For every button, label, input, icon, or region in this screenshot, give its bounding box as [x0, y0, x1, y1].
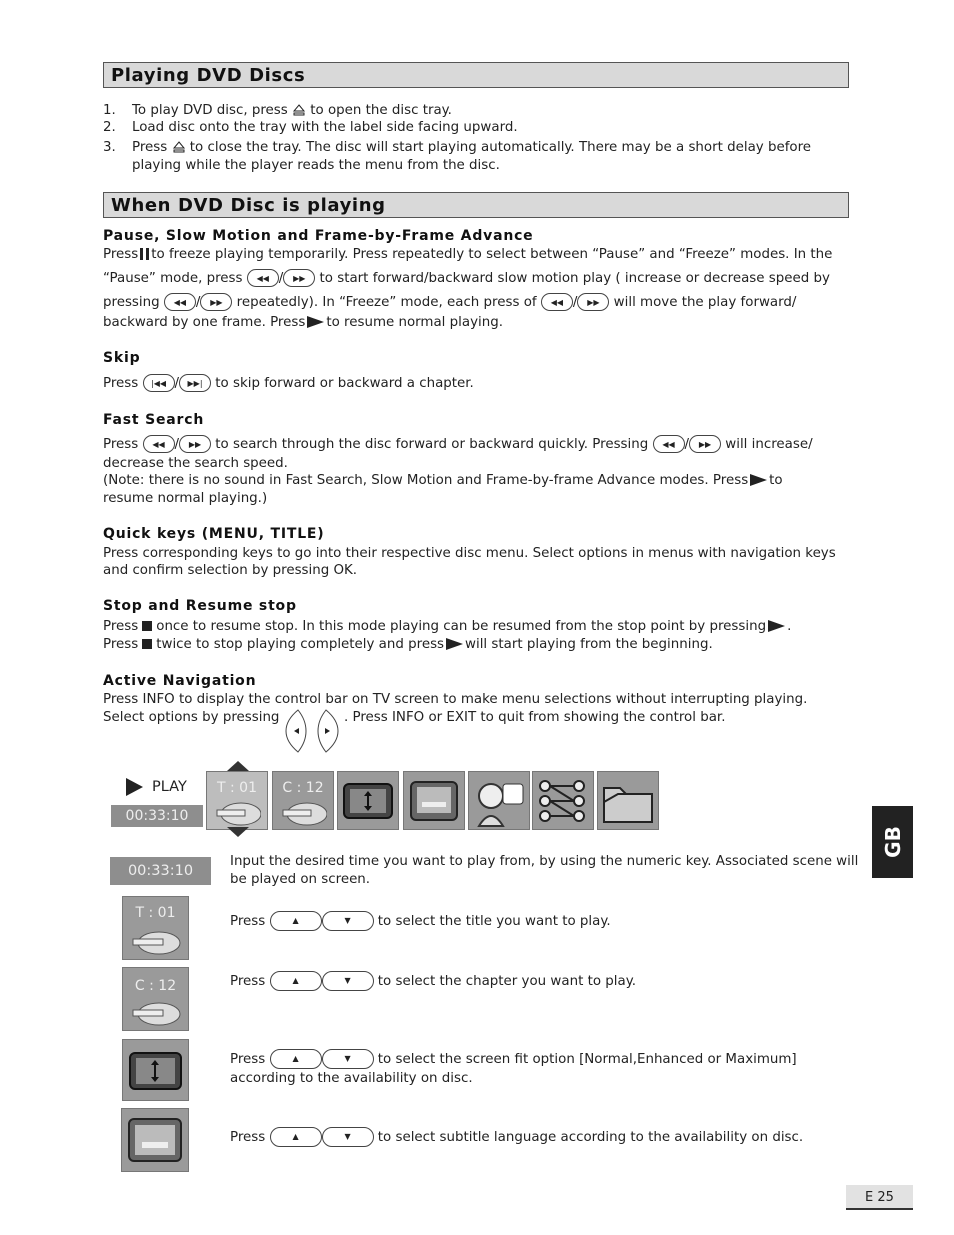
pause-line-3: pressing ◀◀ / ▶▶ repeatedly). In “Freeze” mode, each press of ◀◀ / ▶▶ will move the play forward/ [103, 295, 797, 310]
fast-line-1: Press ◀◀ / ▶▶ to search through the disc forward or backward quickly. Pressing ◀◀ / ▶▶ will increase/ [103, 437, 813, 452]
disc-icon [215, 802, 261, 828]
subheading-stop: Stop and Resume stop [103, 598, 297, 614]
screen-fit-icon-box [122, 1039, 189, 1101]
subtitle-icon [122, 1109, 188, 1171]
active-line-2 [103, 710, 725, 754]
disc-icon [131, 1002, 181, 1028]
play-icon [768, 620, 785, 632]
title-label: T : 01 [217, 780, 257, 796]
rewind-icon: ◀◀ [653, 435, 685, 453]
step-1 [132, 103, 452, 118]
up-key-icon: ▲ [270, 911, 322, 931]
skip-line: Press |◀◀ / ▶▶| to skip forward or backward a chapter. [103, 376, 474, 391]
text: Press [230, 1130, 266, 1145]
text: to start forward/backward slow motion play ( increase or decrease speed by [319, 271, 830, 286]
text: to resume normal playing. [326, 315, 503, 330]
text: Press [103, 637, 139, 652]
screen-fit-tile[interactable] [337, 771, 399, 830]
screen-fit-icon [123, 1040, 188, 1100]
play-label: PLAY [152, 779, 187, 795]
screen-fit-instruction-2: according to the availability on disc. [230, 1071, 473, 1086]
rewind-icon: ◀◀ [143, 435, 175, 453]
active-line-1: Press INFO to display the control bar on TV screen to make menu selections without interrupting playing. [103, 692, 808, 707]
fast-forward-icon: ▶▶ [577, 293, 609, 311]
up-key-icon: ▲ [270, 971, 322, 991]
step-number: 1. [103, 103, 116, 118]
step-text: To play DVD disc, press [132, 103, 288, 118]
fast-line-4: resume normal playing.) [103, 491, 268, 506]
fast-forward-icon: ▶▶ [200, 293, 232, 311]
rewind-icon: ◀◀ [164, 293, 196, 311]
text: to freeze playing temporarily. Press repeatedly to select between “Pause” and “Freeze” modes. In the [151, 247, 833, 262]
fast-forward-icon: ▶▶ [179, 435, 211, 453]
text: (Note: there is no sound in Fast Search, Slow Motion and Frame-by-frame Advance modes. Press [103, 473, 749, 488]
stop-icon [142, 639, 152, 649]
time-desc-2: be played on screen. [230, 872, 371, 887]
text: Press [103, 247, 139, 262]
down-key-icon: ▼ [322, 971, 374, 991]
down-key-icon: ▼ [322, 1049, 374, 1069]
title-icon-box [122, 896, 189, 960]
time-readout[interactable]: 00:33:10 [111, 805, 203, 827]
text: Press [103, 437, 139, 452]
subheading-fast-search: Fast Search [103, 412, 205, 428]
angle-icon [533, 772, 593, 829]
text: Press [230, 914, 266, 929]
text: to select the screen fit option [Normal,Enhanced or Maximum] [377, 1052, 797, 1067]
chapter-label: C : 12 [282, 780, 324, 796]
section-heading-playing: Playing DVD Discs [103, 62, 849, 88]
rewind-icon: ◀◀ [247, 269, 279, 287]
text: to select the chapter you want to play. [377, 974, 636, 989]
step-2: Load disc onto the tray with the label side facing upward. [132, 120, 518, 135]
text: “Pause” mode, press [103, 271, 243, 286]
title-tile[interactable] [206, 771, 268, 830]
subtitle-tile[interactable] [403, 771, 465, 830]
time-box: 00:33:10 [110, 857, 211, 885]
title-label: T : 01 [135, 905, 176, 921]
text: Press [230, 974, 266, 989]
down-key-icon: ▼ [322, 1127, 374, 1147]
step-number: 3. [103, 140, 116, 155]
pause-icon [140, 248, 149, 260]
language-label: GB [880, 826, 905, 858]
stop-icon [142, 621, 152, 631]
skip-forward-icon: ▶▶| [179, 374, 211, 392]
down-arrow-icon [226, 826, 250, 838]
subheading-quick-keys: Quick keys (MENU, TITLE) [103, 526, 325, 542]
text: to search through the disc forward or backward quickly. Pressing [215, 437, 649, 452]
folder-tile[interactable] [597, 771, 659, 830]
speaking-person-icon [469, 772, 529, 829]
subheading-pause: Pause, Slow Motion and Frame-by-Frame Advance [103, 228, 534, 244]
text: backward by one frame. Press [103, 315, 306, 330]
step-text: to open the disc tray. [310, 103, 452, 118]
text: will move the play forward/ [613, 295, 797, 310]
text: twice to stop playing completely and press [156, 637, 445, 652]
subheading-skip: Skip [103, 350, 141, 366]
text: will start playing from the beginning. [465, 637, 713, 652]
step-3-cont: playing while the player reads the menu from the disc. [132, 158, 500, 173]
fast-line-2: decrease the search speed. [103, 456, 288, 471]
text: to select the title you want to play. [377, 914, 611, 929]
text: Select options by pressing [103, 710, 280, 725]
play-icon [750, 474, 767, 486]
pause-line-2: “Pause” mode, press ◀◀ / ▶▶ to start forward/backward slow motion play ( increase or decrease speed by [103, 271, 830, 286]
disc-icon [281, 802, 327, 828]
folder-icon [598, 772, 658, 829]
fast-forward-icon: ▶▶ [283, 269, 315, 287]
angle-tile[interactable] [532, 771, 594, 830]
text: to skip forward or backward a chapter. [215, 376, 474, 391]
text: pressing [103, 295, 160, 310]
play-icon [446, 638, 463, 650]
text: once to resume stop. In this mode playing can be resumed from the stop point by pressing [156, 619, 767, 634]
step-text: Press [132, 140, 168, 155]
up-key-icon: ▲ [270, 1049, 322, 1069]
play-icon [307, 316, 324, 328]
up-key-icon: ▲ [270, 1127, 322, 1147]
rewind-icon: ◀◀ [541, 293, 573, 311]
pause-line-1 [103, 247, 832, 262]
stop-line-1 [103, 619, 791, 634]
chapter-instruction [230, 971, 636, 991]
section-heading-when-playing: When DVD Disc is playing [103, 192, 849, 218]
chapter-tile[interactable] [272, 771, 334, 830]
text: Press [103, 376, 139, 391]
text: . Press INFO or EXIT to quit from showing the control bar. [343, 710, 726, 725]
stop-line-2 [103, 637, 713, 652]
subtitle-instruction [230, 1127, 803, 1147]
left-right-nav-icon [284, 708, 340, 754]
fast-line-3 [103, 473, 783, 488]
screen-fit-icon [338, 772, 398, 829]
pause-line-4 [103, 315, 503, 330]
chapter-icon-box [122, 967, 189, 1031]
step-text: to close the tray. The disc will start playing automatically. There may be a short delay before [189, 140, 812, 155]
quick-line-1: Press corresponding keys to go into their respective disc menu. Select options in menus with navigation keys [103, 546, 836, 561]
text: repeatedly). In “Freeze” mode, each press of [236, 295, 537, 310]
chapter-label: C : 12 [134, 978, 177, 994]
page-number: E 25 [846, 1185, 913, 1210]
text: Press [103, 619, 139, 634]
subheading-active-nav: Active Navigation [103, 673, 257, 689]
text: to [769, 473, 783, 488]
play-status [111, 773, 203, 825]
screen-fit-instruction [230, 1049, 797, 1069]
text: . [787, 619, 792, 634]
play-icon [126, 778, 143, 796]
subtitle-icon [404, 772, 464, 829]
step-3 [132, 140, 811, 155]
eject-icon [172, 140, 186, 154]
fast-forward-icon: ▶▶ [689, 435, 721, 453]
step-number: 2. [103, 120, 116, 135]
title-instruction [230, 911, 611, 931]
text: Press [230, 1052, 266, 1067]
down-key-icon: ▼ [322, 911, 374, 931]
text: to select subtitle language according to the availability on disc. [377, 1130, 804, 1145]
audio-tile[interactable] [468, 771, 530, 830]
skip-back-icon: |◀◀ [143, 374, 175, 392]
subtitle-icon-box [121, 1108, 189, 1172]
quick-line-2: and confirm selection by pressing OK. [103, 563, 358, 578]
time-desc-1: Input the desired time you want to play from, by using the numeric key. Associated scene will [230, 854, 859, 869]
disc-icon [131, 931, 181, 957]
eject-icon [292, 103, 306, 117]
text: will increase/ [725, 437, 813, 452]
language-tab [872, 806, 913, 878]
